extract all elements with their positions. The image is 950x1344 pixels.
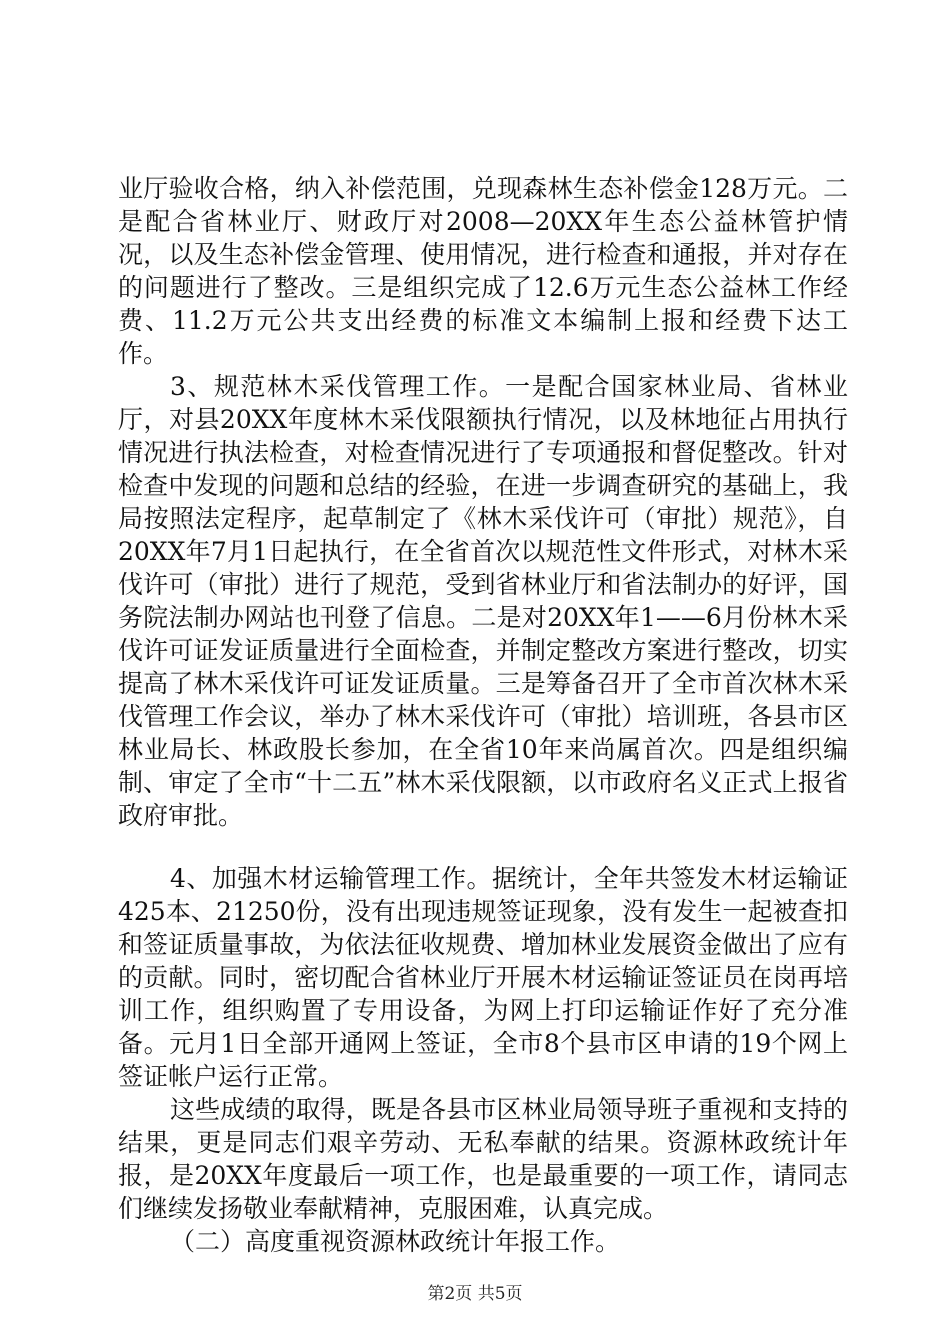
section-heading: （二）高度重视资源林政统计年报工作。 — [170, 1227, 621, 1256]
paragraph-item-4: 4、加强木材运输管理工作。据统计，全年共签发木材运输证425本、21250份，没有出现违规签证现象，没有发生一起被查扣和签证质量事故，为依法征收规费、增加林业发展资金做出了应有的贡献。同时，密切配合省林业厅开展木材运输证签证员在岗再培训工作，组织购置了专用设备，为网上打印运输证作好了充分准备。元月1日全部开通网上签证，全市8个县市区申请的19个网上签证帐户运行正常。 — [118, 864, 848, 1091]
paragraph-item-3: 3、规范林木采伐管理工作。一是配合国家林业局、省林业厅，对县20XX年度林木采伐限额执行情况，以及林地征占用执行情况进行执法检查，对检查情况进行了专项通报和督促整改。针对检查中发现的问题和总结的经验，在进一步调查研究的基础上，我局按照法定程序，起草制定了《林木采伐许可（审批）规范》，自20XX年7月1日起执行，在全省首次以规范性文件形式，对林木采伐许可（审批）进行了规范，受到省林业厅和省法制办的好评，国务院法制办网站也刊登了信息。二是对20XX年1——6月份林木采伐许可证发证质量进行全面检查，并制定整改方案进行整改，切实提高了林木采伐许可证发证质量。三是筹备召开了全市首次林木采伐管理工作会议，举办了林木采伐许可（审批）培训班，各县市区林业局长、林政股长参加，在全省10年来尚属首次。四是组织编制、审定了全市“十二五”林木采伐限额，以市政府名义正式上报省政府审批。 — [118, 372, 848, 830]
paragraph-continuation: 业厅验收合格，纳入补偿范围，兑现森林生态补偿金128万元。二是配合省林业厅、财政厅对2008—20XX年生态公益林管护情况，以及生态补偿金管理、使用情况，进行检查和通报，并对存在的问题进行了整改。三是组织完成了12.6万元生态公益林工作经费、11.2万元公共支出经费的标准文本编制上报和经费下达工作。 — [118, 174, 848, 368]
paragraph-summary: 这些成绩的取得，既是各县市区林业局领导班子重视和支持的结果，更是同志们艰辛劳动、无私奉献的结果。资源林政统计年报，是20XX年度最后一项工作，也是最重要的一项工作，请同志们继续发扬敬业奉献精神，克服困难，认真完成。 — [118, 1095, 848, 1223]
document-body — [118, 172, 848, 1258]
page-number: 第2页 共5页 — [427, 1284, 523, 1304]
page-footer — [0, 1283, 950, 1305]
